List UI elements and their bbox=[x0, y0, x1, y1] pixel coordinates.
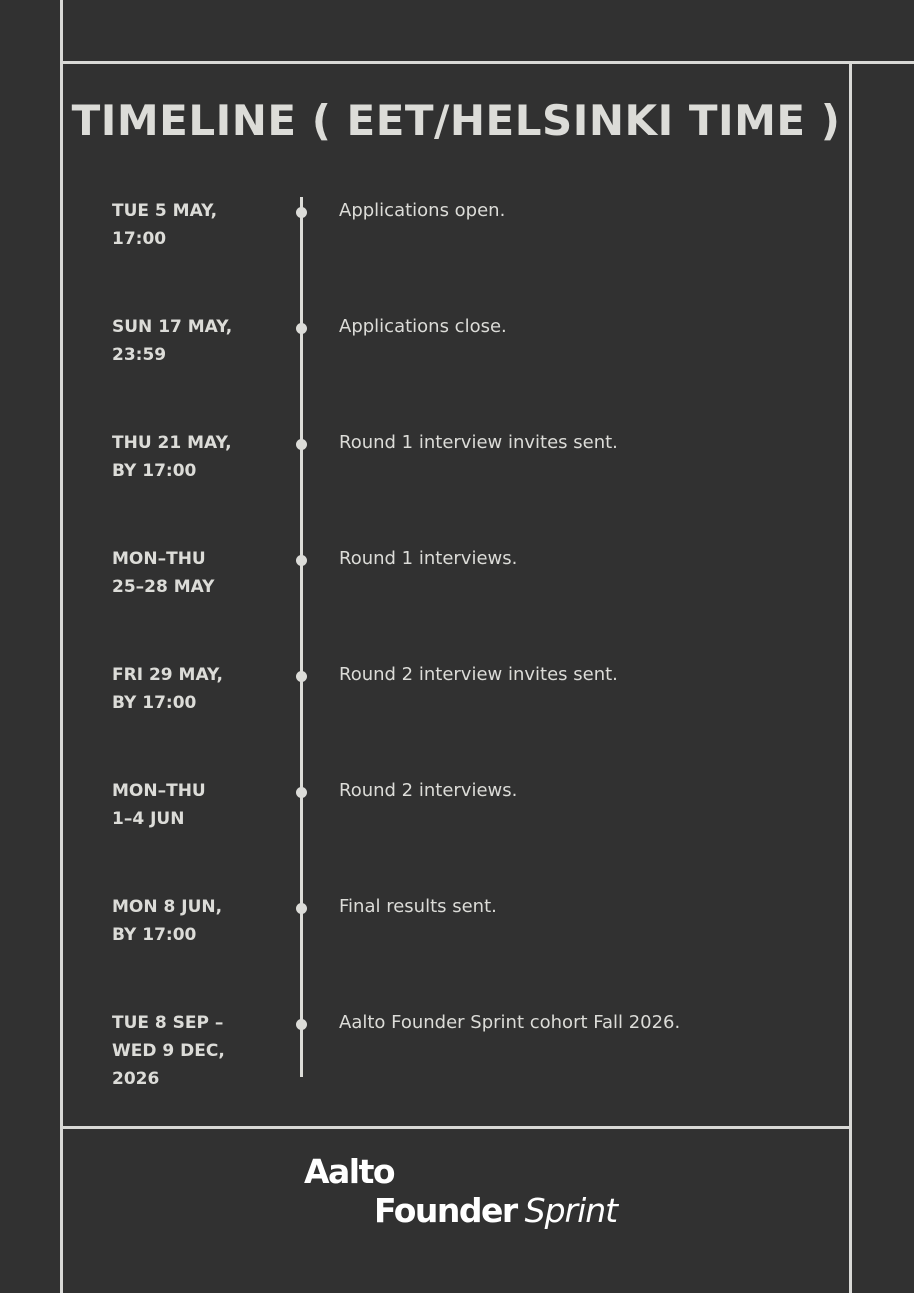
frame-right-line bbox=[849, 63, 852, 1293]
frame-top-line bbox=[60, 61, 914, 64]
timeline-event: Round 1 interview invites sent. bbox=[339, 432, 618, 453]
timeline-date: THU 21 MAY, BY 17:00 bbox=[112, 433, 232, 481]
page-title: TIMELINE ( EET/HELSINKI TIME ) bbox=[71, 96, 841, 145]
timeline-event: Round 2 interview invites sent. bbox=[339, 664, 618, 685]
timeline-dot-icon bbox=[296, 555, 307, 566]
timeline-event: Final results sent. bbox=[339, 896, 497, 917]
timeline-event: Aalto Founder Sprint cohort Fall 2026. bbox=[339, 1012, 681, 1033]
timeline-date: MON 8 JUN, BY 17:00 bbox=[112, 897, 223, 945]
frame-left-line bbox=[60, 0, 63, 1293]
timeline-event: Applications open. bbox=[339, 200, 506, 221]
timeline-dot-icon bbox=[296, 323, 307, 334]
timeline-date: MON–THU 1–4 JUN bbox=[112, 781, 206, 829]
timeline-date: FRI 29 MAY, BY 17:00 bbox=[112, 665, 223, 713]
timeline-event: Round 1 interviews. bbox=[339, 548, 518, 569]
timeline-dot-icon bbox=[296, 207, 307, 218]
timeline-date: SUN 17 MAY, 23:59 bbox=[112, 317, 233, 365]
logo-line-founder-sprint bbox=[374, 1191, 617, 1231]
timeline-dot-icon bbox=[296, 787, 307, 798]
timeline-date: TUE 5 MAY, 17:00 bbox=[112, 201, 218, 249]
logo-word-sprint: Sprint bbox=[524, 1191, 618, 1230]
logo-line-aalto: Aalto bbox=[304, 1152, 395, 1191]
timeline-date: TUE 8 SEP – WED 9 DEC, 2026 bbox=[112, 1013, 225, 1089]
timeline-event: Round 2 interviews. bbox=[339, 780, 518, 801]
timeline-dot-icon bbox=[296, 439, 307, 450]
timeline-dot-icon bbox=[296, 671, 307, 682]
frame-bottom-line bbox=[60, 1126, 852, 1129]
timeline-dot-icon bbox=[296, 903, 307, 914]
timeline-event: Applications close. bbox=[339, 316, 507, 337]
timeline-date: MON–THU 25–28 MAY bbox=[112, 549, 215, 597]
logo-word-founder: Founder bbox=[374, 1191, 517, 1230]
timeline-dot-icon bbox=[296, 1019, 307, 1030]
